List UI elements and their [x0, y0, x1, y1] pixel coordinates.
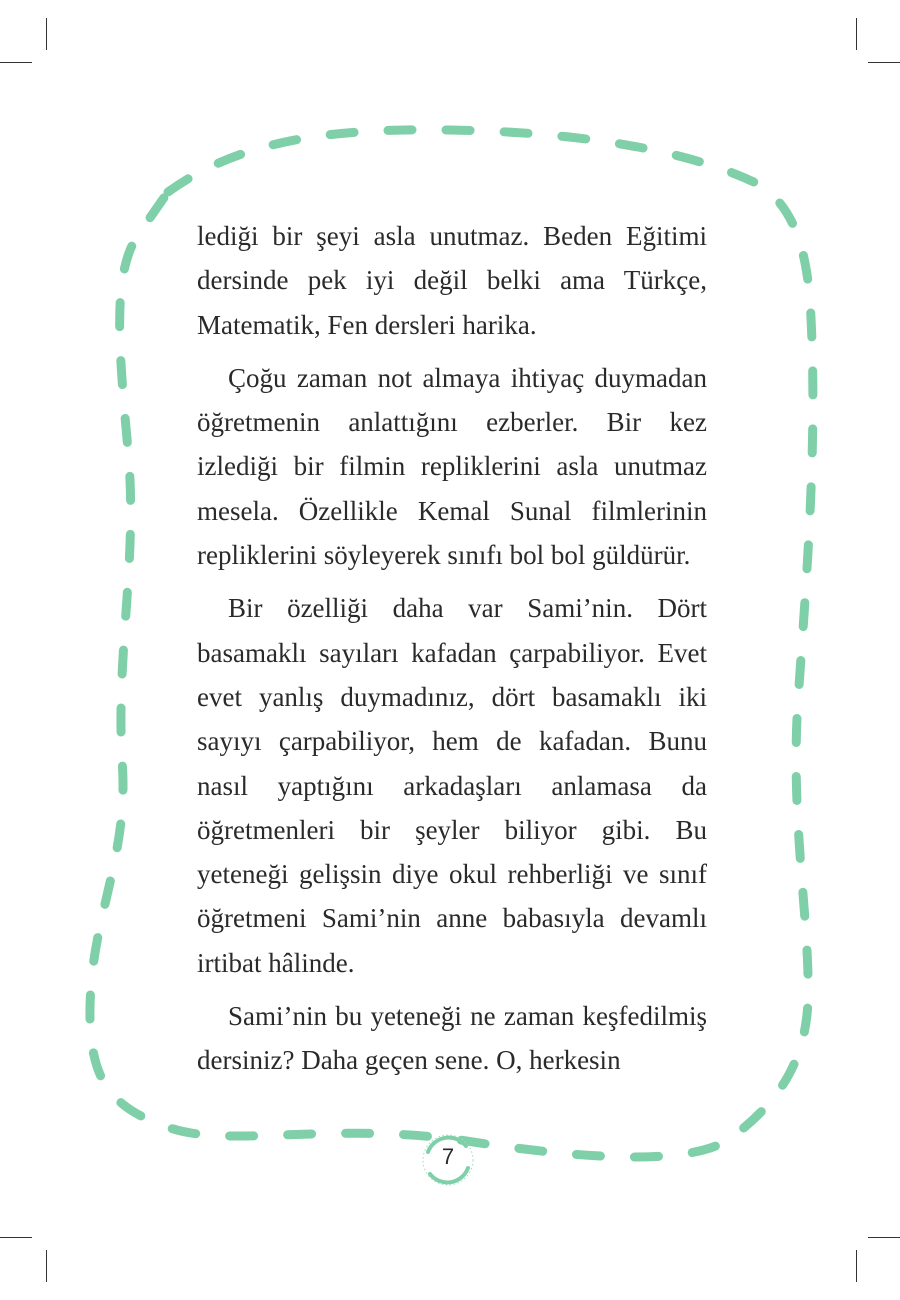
paragraph-2: Çoğu zaman not almaya ihtiyaç duymadan öğretmenin anlattığını ezberler. Bir kez izlediği bir filmin repliklerini asla unutmaz mesela. Özellikle Kemal Sunal filmlerinin repliklerini söyleyerek sınıfı bol bol güldürür.	[197, 362, 707, 571]
page-body-text	[197, 214, 707, 1092]
paragraph-3: Bir özelliği daha var Sami’nin. Dört basamaklı sayıları kafadan çarpabiliyor. Evet evet yanlış duymadınız, dört basamaklı iki sayıyı çarpabiliyor, hem de kafadan. Bunu nasıl yaptığını arkadaşları anlamasa da öğretmenleri bir şeyler biliyor gibi. Bu yeteneği gelişsin diye okul rehberliği ve sınıf öğretmeni Sami’nin anne babasıyla devamlı irtibat hâlinde.	[197, 593, 707, 978]
page-number: 7	[441, 1144, 455, 1169]
paragraph-1: lediği bir şeyi asla unutmaz. Beden Eğitimi dersinde pek iyi değil belki ama Türkçe, Matematik, Fen dersleri harika.	[197, 221, 707, 340]
page-number-badge	[420, 1132, 476, 1188]
paragraph-4: Sami’nin bu yeteneği ne zaman keşfedilmiş dersiniz? Daha geçen sene. O, herkesin	[197, 1001, 707, 1076]
